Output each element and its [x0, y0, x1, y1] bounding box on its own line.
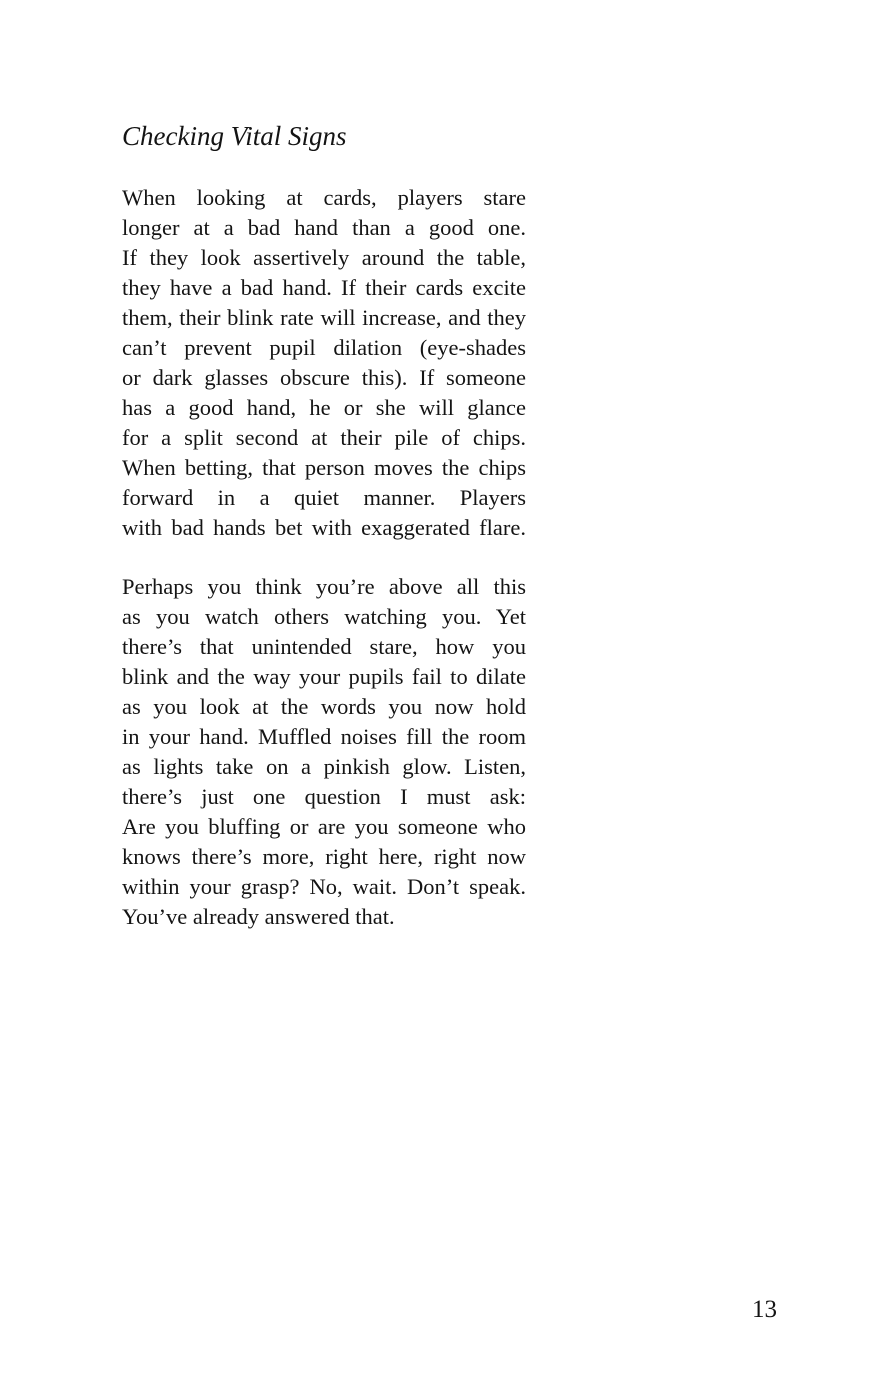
- paragraph-line: Are you bluffing or are you someone who: [122, 814, 526, 839]
- paragraph-line: there’s that unintended stare, how you: [122, 634, 526, 659]
- section-title: Checking Vital Signs: [122, 121, 347, 151]
- paragraph-line: blink and the way your pupils fail to dilate: [122, 664, 526, 689]
- paragraph-line: they have a bad hand. If their cards excite: [122, 275, 526, 300]
- paragraph-line: When looking at cards, players stare: [122, 185, 526, 210]
- paragraph-line: can’t prevent pupil dilation (eye-shades: [122, 335, 526, 360]
- paragraph-line: as you look at the words you now hold: [122, 694, 526, 719]
- paragraph-line: as lights take on a pinkish glow. Listen,: [122, 754, 526, 779]
- page-number: 13: [752, 1296, 777, 1323]
- paragraph-line: in your hand. Muffled noises fill the room: [122, 724, 526, 749]
- paragraph-line: longer at a bad hand than a good one.: [122, 215, 526, 240]
- paragraph-2: [122, 572, 526, 932]
- paragraph-line: within your grasp? No, wait. Don’t speak.: [122, 874, 526, 899]
- paragraph-line: for a split second at their pile of chips.: [122, 425, 526, 450]
- paragraph-line: forward in a quiet manner. Players: [122, 485, 526, 510]
- paragraph-line: has a good hand, he or she will glance: [122, 395, 526, 420]
- paragraph-line: or dark glasses obscure this). If someone: [122, 365, 526, 390]
- paragraph-line: with bad hands bet with exaggerated flare.: [122, 515, 526, 540]
- paragraph-line: as you watch others watching you. Yet: [122, 604, 526, 629]
- paragraph-line: knows there’s more, right here, right now: [122, 844, 526, 869]
- paragraph-line: If they look assertively around the table,: [122, 245, 526, 270]
- paragraph-line: Perhaps you think you’re above all this: [122, 574, 526, 599]
- paragraph-line: You’ve already answered that.: [122, 904, 395, 929]
- paragraph-1: [122, 183, 526, 543]
- paragraph-line: When betting, that person moves the chips: [122, 455, 526, 480]
- paragraph-line: there’s just one question I must ask:: [122, 784, 526, 809]
- paragraph-line: them, their blink rate will increase, and they: [122, 305, 526, 330]
